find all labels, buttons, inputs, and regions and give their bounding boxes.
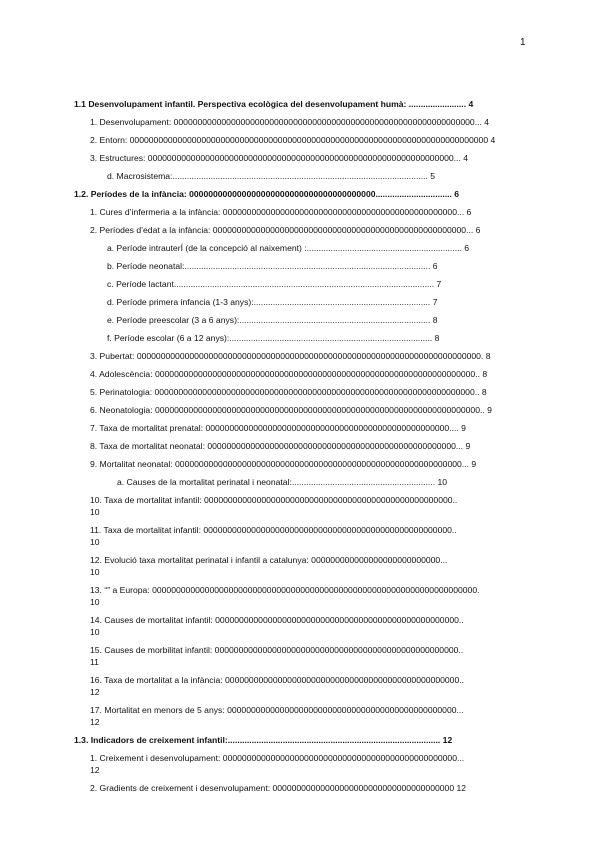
toc-entry-text: e. Període preescolar (3 a 6 anys):................................................................................ 8 — [107, 315, 438, 325]
toc-entry-text: 1.2. Períodes de la infància: 000000000000000000000000000000000000000................................ 6 — [74, 189, 460, 199]
toc-entry[interactable] — [90, 459, 527, 470]
toc-entry[interactable] — [90, 555, 527, 566]
toc-entry-text: 3. Estructures: 0000000000000000000000000000000000000000000000000000000000000000... 4 — [90, 153, 469, 163]
toc-entry[interactable] — [107, 279, 527, 290]
toc-entry[interactable] — [74, 189, 527, 200]
toc-entry[interactable] — [90, 225, 527, 236]
toc-entry[interactable] — [90, 387, 527, 398]
toc-entry-text: c. Període lactant............................................................................................................. 7 — [107, 279, 442, 289]
toc-entry-text: 17. Mortalitat en menors de 5 anys: 000000000000000000000000000000000000000000000000... — [90, 705, 464, 715]
toc-entry[interactable] — [107, 171, 527, 182]
toc-entry-text: 1. Cures d’infermeria a la infància: 0000000000000000000000000000000000000000000000000... 6 — [90, 207, 472, 217]
toc-entry[interactable] — [90, 117, 527, 128]
toc-entry[interactable] — [90, 585, 527, 596]
toc-entry-text: 9. Mortalitat neonatal: 000000000000000000000000000000000000000000000000000000000000... 9 — [90, 459, 477, 469]
toc-entry[interactable] — [90, 783, 527, 794]
toc-entry-text: a. Període intrauterÍ (de la concepció al naixement) :................................................................. 6 — [107, 243, 470, 253]
toc-entry-page: 12 — [90, 717, 100, 727]
toc-entry-page: 10 — [90, 567, 100, 577]
toc-entry-text: d. Període primera infancia (1-3 anys):.......................................................................... 7 — [107, 297, 438, 307]
toc-entry[interactable] — [90, 525, 527, 536]
toc-entry-text: 1.3. Indicadors de creixement infantil:......................................................................................... 12 — [74, 735, 453, 745]
toc-entry-text: 14. Causes de mortalitat infantil: 000000000000000000000000000000000000000000000000000.. — [90, 615, 464, 625]
toc-entry-text: 1. Creixement i desenvolupament: 0000000000000000000000000000000000000000000000000... — [90, 753, 465, 763]
toc-entry-text: 5. Perinatologia: 0000000000000000000000000000000000000000000000000000000000000000000.. 8 — [90, 387, 487, 397]
toc-entry-text: 1. Desenvolupament: 000000000000000000000000000000000000000000000000000000000000000... 4 — [90, 117, 490, 127]
toc-entry-text: 7. Taxa de mortalitat prenatal: 000000000000000000000000000000000000000000000000000.... 9 — [90, 423, 466, 433]
toc-entry-text: b. Període neonatal:....................................................................................................... 6 — [107, 261, 438, 271]
toc-entry-page: 10 — [90, 537, 100, 547]
toc-entry-page: 10 — [90, 597, 100, 607]
toc-entry-page: 12 — [90, 765, 100, 775]
toc-entry[interactable] — [90, 135, 527, 146]
toc-entry[interactable] — [90, 351, 527, 362]
toc-entry-text: 2. Gradients de creixement i desenvolupament: 00000000000000000000000000000000000000 12 — [90, 783, 467, 793]
toc-entry-text: 10. Taxa de mortalitat infantil: 0000000000000000000000000000000000000000000000000000.. — [90, 495, 458, 505]
toc-entry[interactable] — [90, 753, 527, 764]
toc-entry-text: 12. Evolució taxa mortalitat perinatal i infantil a catalunya: 000000000000000000000000000... — [90, 555, 448, 565]
toc-entry-text: 13. “” a Europa: 00000000000000000000000000000000000000000000000000000000000000000000. — [90, 585, 480, 595]
toc-entry-page: 12 — [90, 687, 100, 697]
toc-entry[interactable] — [90, 153, 527, 164]
toc-entry[interactable] — [90, 495, 527, 506]
toc-entry-text: 8. Taxa de mortalitat neonatal: 0000000000000000000000000000000000000000000000000000... 9 — [90, 441, 471, 451]
toc-entry-page: 10 — [90, 507, 100, 517]
toc-entry-text: 11. Taxa de mortalitat infantil: 0000000000000000000000000000000000000000000000000000.. — [90, 525, 457, 535]
toc-entry[interactable] — [90, 405, 527, 416]
toc-entry[interactable] — [90, 369, 527, 380]
toc-entry-page: 11 — [90, 657, 99, 667]
toc-entry[interactable] — [90, 615, 527, 626]
page-number: 1 — [520, 37, 526, 48]
toc-entry[interactable] — [74, 735, 527, 746]
toc-entry[interactable] — [107, 261, 527, 272]
toc-entry-text: 6. Neonatologia: 00000000000000000000000000000000000000000000000000000000000000000000.. 9 — [90, 405, 492, 415]
toc-entry[interactable] — [90, 423, 527, 434]
toc-entry[interactable] — [107, 333, 527, 344]
toc-entry[interactable] — [90, 705, 527, 716]
toc-entry-text: a. Causes de la mortalitat perinatal i neonatal:............................................................ 10 — [117, 477, 448, 487]
toc-entry[interactable] — [90, 207, 527, 218]
toc-entry-page: 10 — [90, 627, 100, 637]
toc-entry-text: d. Macrosistema:........................................................................................................... 5 — [107, 171, 436, 181]
toc-entry[interactable] — [107, 297, 527, 308]
toc-entry-text: 3. Pubertat: 000000000000000000000000000000000000000000000000000000000000000000000000. 8 — [90, 351, 491, 361]
toc-entry-text: 2. Entorn: 000000000000000000000000000000000000000000000000000000000000000000000000000 4 — [90, 135, 496, 145]
toc-entry[interactable] — [107, 315, 527, 326]
toc-entry-text: 16. Taxa de mortalitat a la infància: 0000000000000000000000000000000000000000000000000.. — [90, 675, 464, 685]
toc-entry-text: 15. Causes de morbilitat infantil: 000000000000000000000000000000000000000000000000000.. — [90, 645, 464, 655]
toc-entry-text: 4. Adolescència: 0000000000000000000000000000000000000000000000000000000000000000000.. 8 — [90, 369, 488, 379]
toc-entry[interactable] — [90, 675, 527, 686]
toc-entry-text: 1.1 Desenvolupament infantil. Perspectiva ecològica del desenvolupament humà: ........................ 4 — [74, 99, 474, 109]
toc-entry-text: f. Període escolar (6 a 12 anys):..................................................................................... 8 — [107, 333, 440, 343]
toc-entry[interactable] — [90, 645, 527, 656]
toc-entry[interactable] — [74, 99, 527, 110]
toc-entry[interactable] — [90, 441, 527, 452]
toc-entry[interactable] — [117, 477, 527, 488]
toc-entry-text: 2. Períodes d’edat a la infància: 00000000000000000000000000000000000000000000000000000... 6 — [90, 225, 481, 235]
toc-entry[interactable] — [107, 243, 527, 254]
